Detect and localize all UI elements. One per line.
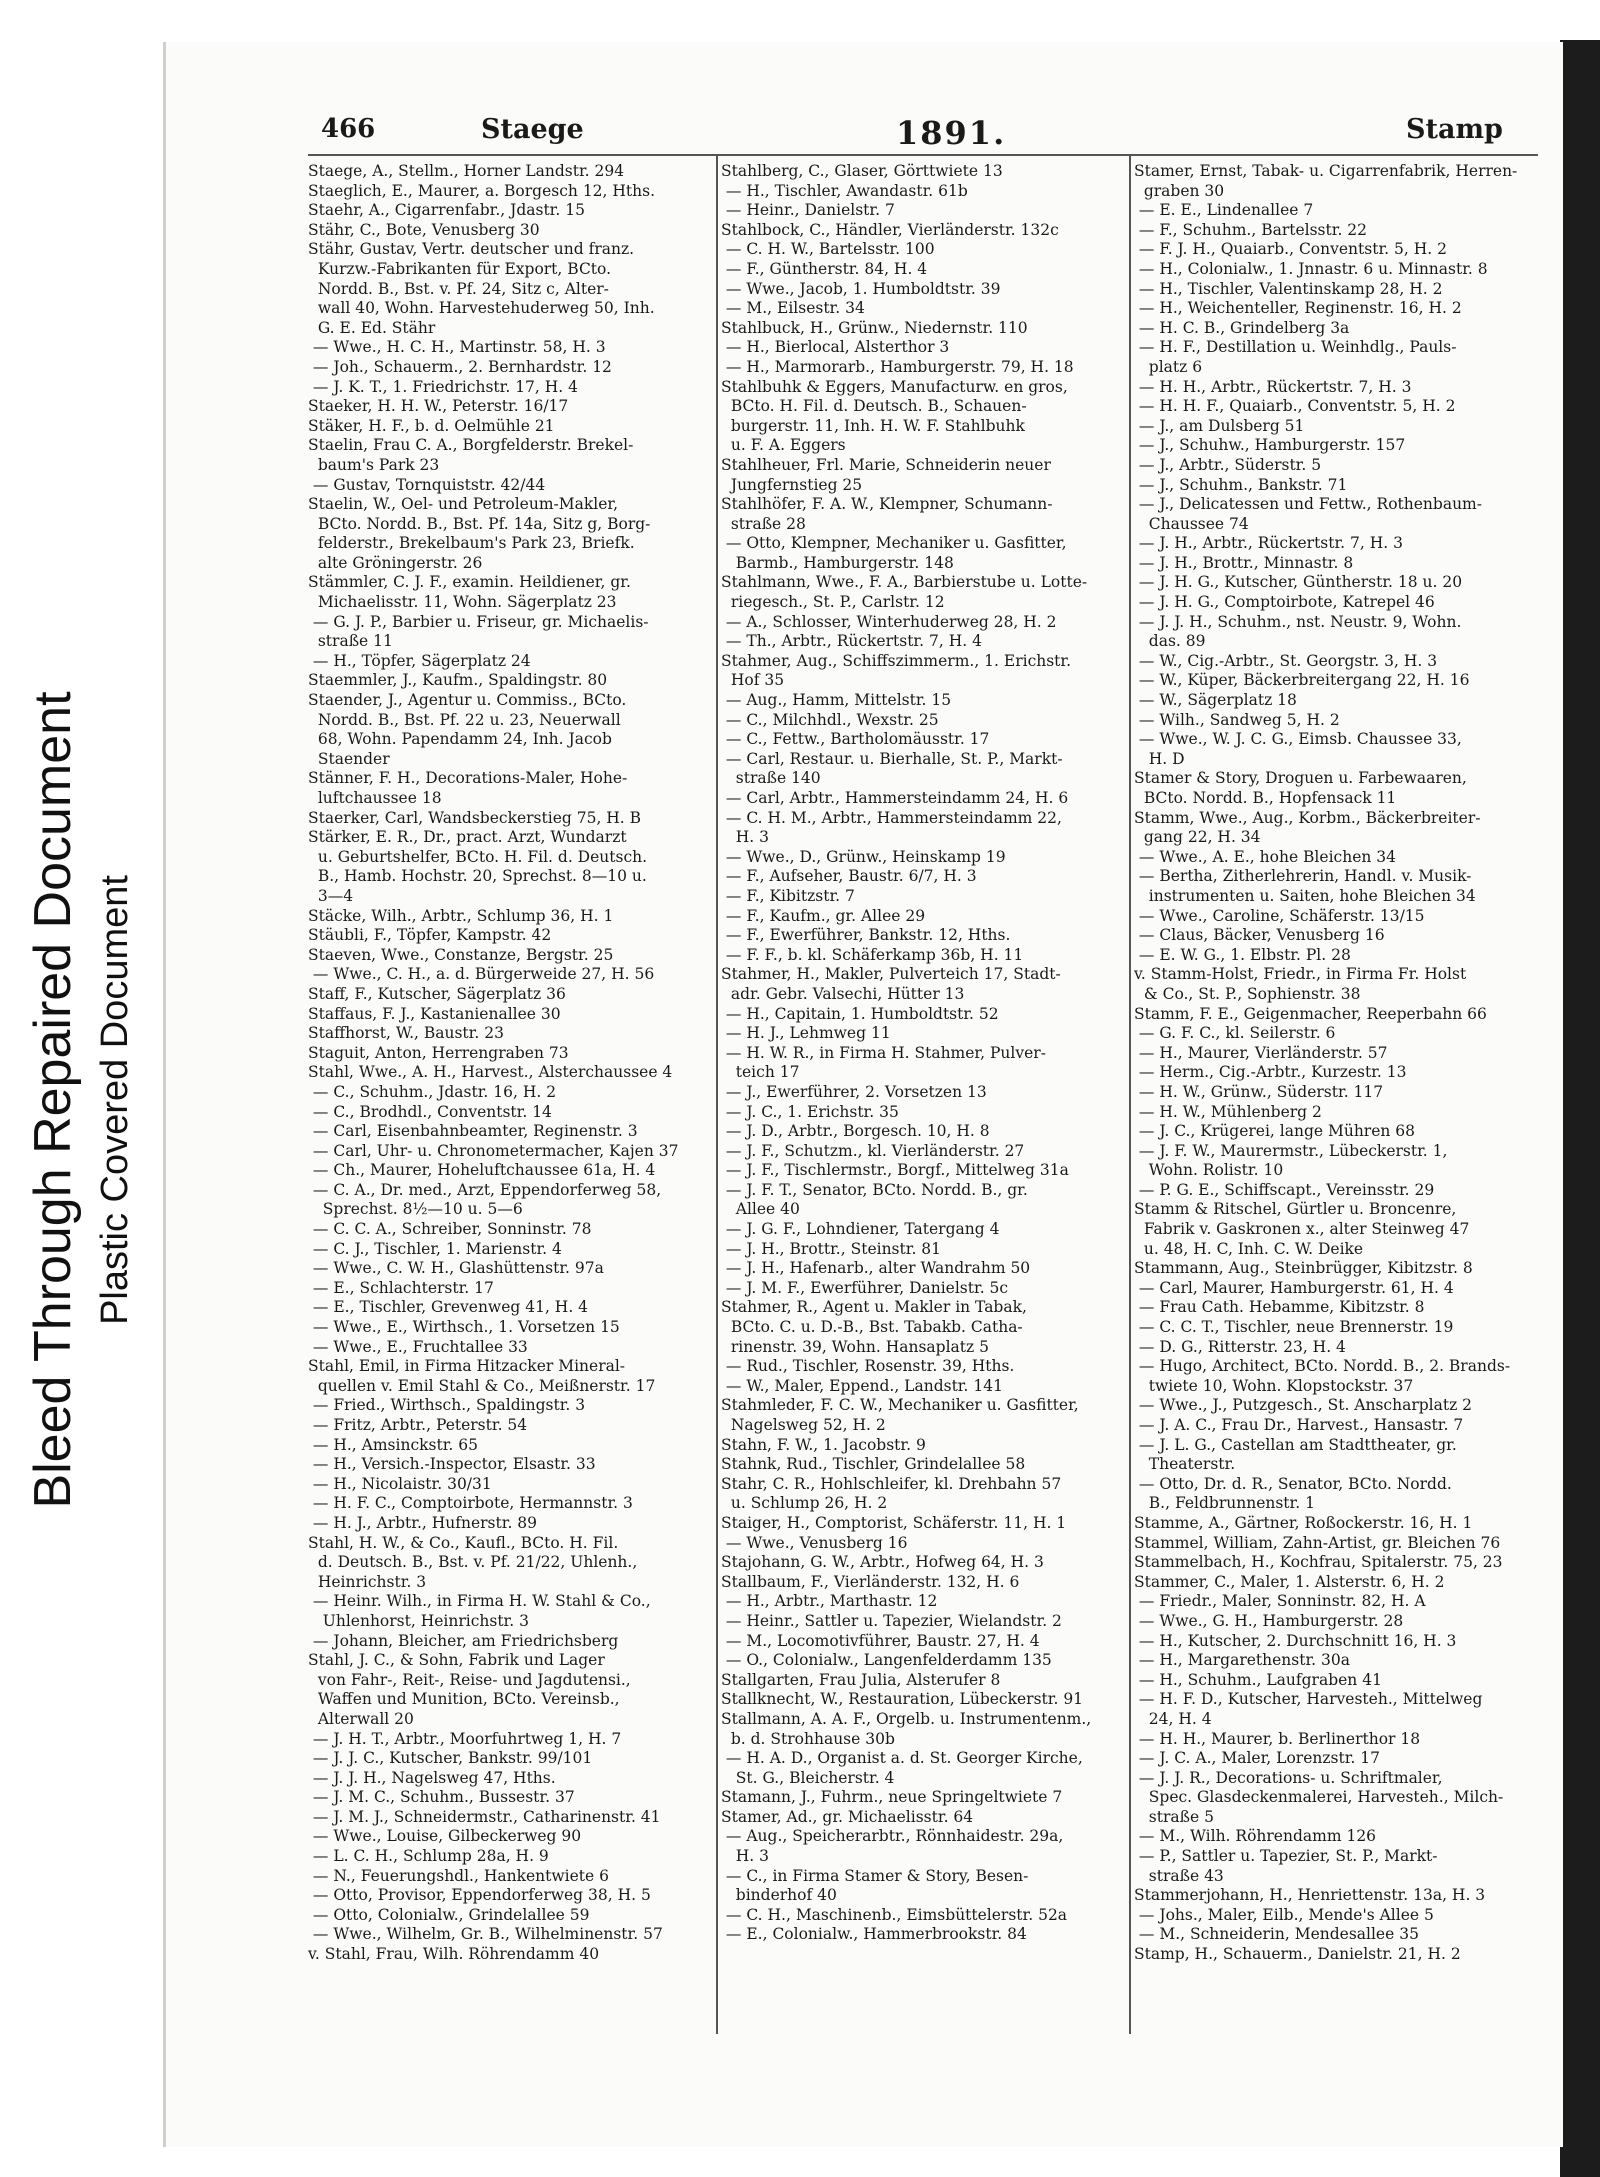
directory-entry: — E. E., Lindenallee 7 bbox=[1134, 201, 1314, 220]
directory-entry: Staemmler, J., Kaufm., Spaldingstr. 80 bbox=[308, 671, 608, 690]
directory-entry: riegesch., St. P., Carlstr. 12 bbox=[721, 593, 945, 612]
directory-entry: — J. H. G., Kutscher, Güntherstr. 18 u. 20 bbox=[1134, 573, 1463, 592]
directory-entry: — Friedr., Maler, Sonninstr. 82, H. A bbox=[1134, 1592, 1426, 1611]
directory-entry: Stamm, Wwe., Aug., Korbm., Bäckerbreiter- bbox=[1134, 808, 1481, 827]
directory-entry: gang 22, H. 34 bbox=[1134, 828, 1261, 847]
directory-entry: Jungfernstieg 25 bbox=[721, 475, 863, 494]
directory-entry: — J. F. W., Maurermstr., Lübeckerstr. 1, bbox=[1134, 1141, 1448, 1160]
directory-entry: — Fried., Wirthsch., Spaldingstr. 3 bbox=[308, 1396, 586, 1415]
directory-entry: — J., Arbtr., Süderstr. 5 bbox=[1134, 455, 1322, 474]
directory-entry: — Hugo, Architect, BCto. Nordd. B., 2. Brands- bbox=[1134, 1357, 1511, 1376]
directory-entry: — H., Versich.-Inspector, Elsastr. 33 bbox=[308, 1455, 596, 1474]
directory-entry: — H., Margarethenstr. 30a bbox=[1134, 1651, 1350, 1670]
directory-entry: — Otto, Colonialw., Grindelallee 59 bbox=[308, 1905, 590, 1924]
directory-entry: Staelin, W., Oel- und Petroleum-Makler, bbox=[308, 495, 619, 514]
directory-entry: — H. H. F., Quaiarb., Conventstr. 5, H. 2 bbox=[1134, 397, 1456, 416]
directory-entry: luftchaussee 18 bbox=[308, 789, 442, 807]
directory-entry: — J. C., Krügerei, lange Mühren 68 bbox=[1134, 1122, 1416, 1141]
directory-entry: — Otto, Klempner, Mechaniker u. Gasfitter, bbox=[721, 534, 1067, 553]
directory-entry: — H., Kutscher, 2. Durchschnitt 16, H. 3 bbox=[1134, 1631, 1457, 1650]
directory-entry: Stamm, F. E., Geigenmacher, Reeperbahn 66 bbox=[1134, 1004, 1487, 1023]
directory-entry: — Wwe., W. J. C. G., Eimsb. Chaussee 33, bbox=[1134, 730, 1462, 749]
directory-entry: — F., Ewerführer, Bankstr. 12, Hths. bbox=[721, 926, 1011, 945]
directory-entry: quellen v. Emil Stahl & Co., Meißnerstr. 17 bbox=[308, 1376, 656, 1395]
directory-entry: — Wwe., E., Fruchtallee 33 bbox=[308, 1337, 528, 1356]
directory-entry: — J. H. G., Comptoirbote, Katrepel 46 bbox=[1134, 593, 1435, 612]
directory-entry: — H., Capitain, 1. Humboldtstr. 52 bbox=[721, 1004, 999, 1023]
directory-entry: — J. H., Brottr., Steinstr. 81 bbox=[721, 1239, 942, 1258]
directory-entry: twiete 10, Wohn. Klopstockstr. 37 bbox=[1134, 1376, 1414, 1395]
directory-entry: — J. H., Hafenarb., alter Wandrahm 50 bbox=[721, 1259, 1031, 1278]
directory-entry: — M., Schneiderin, Mendesallee 35 bbox=[1134, 1925, 1419, 1944]
directory-entry: — Ch., Maurer, Hoheluftchaussee 61a, H. 4 bbox=[308, 1161, 656, 1180]
side-label-panel bbox=[0, 30, 160, 2177]
directory-entry: — F. F., b. kl. Schäferkamp 36b, H. 11 bbox=[721, 945, 1024, 964]
directory-entry: Allee 40 bbox=[721, 1200, 800, 1219]
directory-entry: Stammel, William, Zahn-Artist, gr. Bleichen 76 bbox=[1134, 1533, 1501, 1552]
directory-entry: Staerker, Carl, Wandsbeckerstieg 75, H. B bbox=[308, 808, 642, 827]
directory-entry: — G. J. P., Barbier u. Friseur, gr. Michaelis- bbox=[308, 612, 649, 631]
directory-entry: Staege, A., Stellm., Horner Landstr. 294 bbox=[308, 162, 625, 180]
directory-entry: 24, H. 4 bbox=[1134, 1709, 1212, 1728]
directory-entry: Staffaus, F. J., Kastanienallee 30 bbox=[308, 1004, 561, 1023]
directory-entry: — H., Weichenteller, Reginenstr. 16, H. 2 bbox=[1134, 299, 1462, 318]
directory-entry: — Johs., Maler, Eilb., Mende's Allee 5 bbox=[1134, 1905, 1434, 1924]
directory-entry: Stahl, Wwe., A. H., Harvest., Alsterchaussee 4 bbox=[308, 1063, 673, 1082]
directory-entry: u. Geburtshelfer, BCto. H. Fil. d. Deutsch. bbox=[308, 847, 648, 866]
directory-entry: Stahmer, Aug., Schiffszimmerm., 1. Erichstr. bbox=[721, 651, 1072, 670]
directory-entry: Stammerjohann, H., Henriettenstr. 13a, H. 3 bbox=[1134, 1886, 1486, 1905]
directory-entry: — E., Colonialw., Hammerbrookstr. 84 bbox=[721, 1925, 1027, 1944]
column-2 bbox=[721, 162, 1121, 2042]
directory-entry: — C. H. M., Arbtr., Hammersteindamm 22, bbox=[721, 808, 1062, 827]
directory-entry: — O., Colonialw., Langenfelderdamm 135 bbox=[721, 1651, 1052, 1670]
directory-entry: BCto. C. u. D.-B., Bst. Tabakb. Catha- bbox=[721, 1318, 1023, 1337]
directory-entry: Stahlmann, Wwe., F. A., Barbierstube u. Lotte- bbox=[721, 573, 1088, 592]
directory-entry: — E., Schlachterstr. 17 bbox=[308, 1278, 494, 1297]
directory-entry: — J., Ewerführer, 2. Vorsetzen 13 bbox=[721, 1082, 987, 1101]
directory-entry: alte Gröningerstr. 26 bbox=[308, 553, 483, 572]
directory-entry: — H. J., Lehmweg 11 bbox=[721, 1024, 891, 1043]
side-label-line1: Bleed Through Repaired Document bbox=[24, 691, 82, 1509]
directory-entry: — Carl, Eisenbahnbeamter, Reginenstr. 3 bbox=[308, 1122, 638, 1141]
directory-entry: — Carl, Maurer, Hamburgerstr. 61, H. 4 bbox=[1134, 1278, 1454, 1297]
directory-entry: binderhof 40 bbox=[721, 1886, 837, 1905]
directory-entry: — F., Schuhm., Bartelsstr. 22 bbox=[1134, 220, 1368, 239]
directory-entry: Stamer & Story, Droguen u. Farbewaaren, bbox=[1134, 769, 1467, 788]
directory-entry: BCto. H. Fil. d. Deutsch. B., Schauen- bbox=[721, 397, 1027, 416]
directory-entry: — H., Nicolaistr. 30/31 bbox=[308, 1474, 492, 1493]
directory-entry: — C. A., Dr. med., Arzt, Eppendorferweg 58, bbox=[308, 1180, 662, 1199]
directory-entry: straße 11 bbox=[308, 632, 393, 651]
directory-entry: Staender bbox=[308, 749, 390, 768]
directory-entry: — G. F. C., kl. Seilerstr. 6 bbox=[1134, 1024, 1336, 1043]
directory-entry: — C. C. A., Schreiber, Sonninstr. 78 bbox=[308, 1220, 592, 1239]
directory-entry: — H., Colonialw., 1. Jnnastr. 6 u. Minnastr. 8 bbox=[1134, 259, 1488, 278]
directory-entry: wall 40, Wohn. Harvestehuderweg 50, Inh. bbox=[308, 299, 655, 318]
directory-entry: graben 30 bbox=[1134, 181, 1225, 200]
directory-entry: — Otto, Dr. d. R., Senator, BCto. Nordd. bbox=[1134, 1474, 1452, 1493]
directory-entry: — Carl, Arbtr., Hammersteindamm 24, H. 6 bbox=[721, 789, 1069, 807]
directory-entry: Stammer, C., Maler, 1. Alsterstr. 6, H. 2 bbox=[1134, 1572, 1445, 1591]
directory-entry: das. 89 bbox=[1134, 632, 1206, 651]
directory-entry: Stamer, Ad., gr. Michaelisstr. 64 bbox=[721, 1807, 974, 1826]
directory-entry: — P. G. E., Schiffscapt., Vereinsstr. 29 bbox=[1134, 1180, 1435, 1199]
directory-entry: — C., in Firma Stamer & Story, Besen- bbox=[721, 1866, 1029, 1885]
directory-entry: — C. C. T., Tischler, neue Brennerstr. 19 bbox=[1134, 1318, 1454, 1337]
directory-entry: — E., Tischler, Grevenweg 41, H. 4 bbox=[308, 1298, 589, 1317]
directory-entry: BCto. Nordd. B., Hopfensack 11 bbox=[1134, 789, 1397, 807]
directory-entry: — J., am Dulsberg 51 bbox=[1134, 416, 1305, 435]
directory-entry: Staff, F., Kutscher, Sägerplatz 36 bbox=[308, 984, 566, 1003]
directory-entry: Stahl, H. W., & Co., Kaufl., BCto. H. Fil. bbox=[308, 1533, 619, 1552]
directory-entry: — Wwe., E., Wirthsch., 1. Vorsetzen 15 bbox=[308, 1318, 620, 1337]
directory-entry: Stahmer, R., Agent u. Makler in Tabak, bbox=[721, 1298, 1027, 1317]
directory-entry: Staender, J., Agentur u. Commiss., BCto. bbox=[308, 691, 627, 710]
directory-entry: — L. C. H., Schlump 28a, H. 9 bbox=[308, 1847, 549, 1866]
directory-entry: — H., Maurer, Vierländerstr. 57 bbox=[1134, 1043, 1388, 1062]
directory-entry: H. D bbox=[1134, 749, 1185, 768]
directory-entry: — J. G. F., Lohndiener, Tatergang 4 bbox=[721, 1220, 1000, 1239]
directory-entry: — H., Marmorarb., Hamburgerstr. 79, H. 18 bbox=[721, 357, 1074, 376]
column-3 bbox=[1134, 162, 1534, 2042]
directory-entry: — H., Töpfer, Sägerplatz 24 bbox=[308, 651, 531, 670]
directory-entry: felderstr., Brekelbaum's Park 23, Briefk. bbox=[308, 534, 635, 553]
directory-entry: — Wwe., C. H., a. d. Bürgerweide 27, H. 56 bbox=[308, 965, 655, 984]
directory-entry: — C. H. W., Bartelsstr. 100 bbox=[721, 240, 935, 259]
directory-entry: — Th., Arbtr., Rückertstr. 7, H. 4 bbox=[721, 632, 982, 651]
directory-entry: Stallgarten, Frau Julia, Alsterufer 8 bbox=[721, 1670, 1001, 1689]
directory-entry: — Herm., Cig.-Arbtr., Kurzestr. 13 bbox=[1134, 1063, 1407, 1082]
directory-entry: straße 43 bbox=[1134, 1866, 1224, 1885]
directory-entry: — Johann, Bleicher, am Friedrichsberg bbox=[308, 1631, 619, 1650]
directory-entry: — Wwe., A. E., hohe Bleichen 34 bbox=[1134, 847, 1396, 866]
directory-entry: H. 3 bbox=[721, 828, 770, 847]
directory-entry: — H. F., Destillation u. Weinhdlg., Pauls- bbox=[1134, 338, 1457, 357]
directory-entry: — J. K. T., 1. Friedrichstr. 17, H. 4 bbox=[308, 377, 579, 396]
directory-entry: Staiger, H., Comptorist, Schäferstr. 11, H. 1 bbox=[721, 1513, 1067, 1532]
directory-entry: 68, Wohn. Papendamm 24, Inh. Jacob bbox=[308, 730, 612, 749]
directory-entry: Stamer, Ernst, Tabak- u. Cigarrenfabrik, Herren- bbox=[1134, 162, 1518, 180]
directory-entry: Michaelisstr. 11, Wohn. Sägerplatz 23 bbox=[308, 593, 617, 612]
directory-entry: G. E. Ed. Stähr bbox=[308, 318, 436, 337]
directory-entry: — W., Cig.-Arbtr., St. Georgstr. 3, H. 3 bbox=[1134, 651, 1438, 670]
directory-entry: u. 48, H. C, Inh. C. W. Deike bbox=[1134, 1239, 1364, 1258]
directory-entry: Stäker, H. F., b. d. Oelmühle 21 bbox=[308, 416, 555, 435]
directory-entry: Stamp, H., Schauerm., Danielstr. 21, H. 2 bbox=[1134, 1945, 1461, 1964]
directory-entry: — Wwe., Wilhelm, Gr. B., Wilhelminenstr. 57 bbox=[308, 1925, 663, 1944]
directory-entry: Stahnk, Rud., Tischler, Grindelallee 58 bbox=[721, 1455, 1026, 1474]
directory-entry: — W., Sägerplatz 18 bbox=[1134, 691, 1297, 710]
directory-entry: — H. F. D., Kutscher, Harvesteh., Mittelweg bbox=[1134, 1690, 1483, 1709]
directory-entry: — C., Milchhdl., Wexstr. 25 bbox=[721, 710, 939, 729]
directory-entry: — F., Güntherstr. 84, H. 4 bbox=[721, 259, 928, 278]
directory-entry: Theaterstr. bbox=[1134, 1455, 1236, 1474]
directory-entry: — Frau Cath. Hebamme, Kibitzstr. 8 bbox=[1134, 1298, 1425, 1317]
directory-entry: Stammelbach, H., Kochfrau, Spitalerstr. 75, 23 bbox=[1134, 1553, 1503, 1572]
directory-entry: — C., Schuhm., Jdastr. 16, H. 2 bbox=[308, 1082, 557, 1101]
directory-entry: — J. J. C., Kutscher, Bankstr. 99/101 bbox=[308, 1749, 593, 1768]
directory-entry: Stahr, C. R., Hohlschleifer, kl. Drehbahn 57 bbox=[721, 1474, 1062, 1493]
directory-entry: — Heinr., Danielstr. 7 bbox=[721, 201, 895, 220]
directory-entry: — H., Arbtr., Marthastr. 12 bbox=[721, 1592, 938, 1611]
directory-entry: H. 3 bbox=[721, 1847, 770, 1866]
directory-entry: von Fahr-, Reit-, Reise- und Jagdutensi., bbox=[308, 1670, 631, 1689]
directory-entry: — H. J., Arbtr., Hufnerstr. 89 bbox=[308, 1513, 538, 1532]
directory-entry: — J. D., Arbtr., Borgesch. 10, H. 8 bbox=[721, 1122, 990, 1141]
directory-entry: — H. H., Maurer, b. Berlinerthor 18 bbox=[1134, 1729, 1421, 1748]
directory-entry: Barmb., Hamburgerstr. 148 bbox=[721, 553, 954, 572]
directory-entry: Stämmler, C. J. F., examin. Heildiener, gr. bbox=[308, 573, 631, 592]
directory-entry: — Wwe., H. C. H., Martinstr. 58, H. 3 bbox=[308, 338, 606, 357]
directory-entry: Chaussee 74 bbox=[1134, 514, 1249, 533]
directory-entry: Stäcke, Wilh., Arbtr., Schlump 36, H. 1 bbox=[308, 906, 614, 925]
column-divider bbox=[716, 154, 718, 2034]
directory-entry: Heinrichstr. 3 bbox=[308, 1572, 427, 1591]
directory-entry: — J. J. R., Decorations- u. Schriftmaler, bbox=[1134, 1768, 1443, 1787]
directory-entry: burgerstr. 11, Inh. H. W. F. Stahlbuhk bbox=[721, 416, 1025, 435]
directory-entry: v. Stahl, Frau, Wilh. Röhrendamm 40 bbox=[308, 1945, 600, 1964]
directory-entry: — Joh., Schauerm., 2. Bernhardstr. 12 bbox=[308, 357, 612, 376]
directory-entry: Stahlbuhk & Eggers, Manufacturw. en gros, bbox=[721, 377, 1068, 396]
directory-entry: — H., Tischler, Awandastr. 61b bbox=[721, 181, 968, 200]
directory-entry: — Wwe., Caroline, Schäferstr. 13/15 bbox=[1134, 906, 1425, 925]
directory-entry: Stäubli, F., Töpfer, Kampstr. 42 bbox=[308, 926, 552, 945]
directory-entry: rinenstr. 39, Wohn. Hansaplatz 5 bbox=[721, 1337, 989, 1356]
directory-entry: Uhlenhorst, Heinrichstr. 3 bbox=[308, 1611, 529, 1630]
directory-entry: — J. A. C., Frau Dr., Harvest., Hansastr. 7 bbox=[1134, 1416, 1464, 1434]
directory-entry: Stahl, Emil, in Firma Hitzacker Mineral- bbox=[308, 1357, 626, 1376]
directory-entry: Hof 35 bbox=[721, 671, 785, 690]
directory-entry: Stahlbuck, H., Grünw., Niedernstr. 110 bbox=[721, 318, 1028, 337]
directory-entry: — Rud., Tischler, Rosenstr. 39, Hths. bbox=[721, 1357, 1015, 1376]
directory-entry: — Wilh., Sandweg 5, H. 2 bbox=[1134, 710, 1340, 729]
directory-entry: — Gustav, Tornquiststr. 42/44 bbox=[308, 475, 546, 494]
directory-entry: Stamme, A., Gärtner, Roßockerstr. 16, H. 1 bbox=[1134, 1513, 1473, 1532]
directory-entry: Staeven, Wwe., Constanze, Bergstr. 25 bbox=[308, 945, 614, 964]
directory-entry: — H. W. R., in Firma H. Stahmer, Pulver- bbox=[721, 1043, 1046, 1062]
directory-entry: — Heinr., Sattler u. Tapezier, Wielandstr. 2 bbox=[721, 1611, 1062, 1630]
directory-entry: Staguit, Anton, Herrengraben 73 bbox=[308, 1043, 569, 1062]
directory-entry: — H., Schuhm., Laufgraben 41 bbox=[1134, 1670, 1382, 1689]
header-right-word: Stamp bbox=[1406, 114, 1503, 145]
directory-entry: — J., Schuhw., Hamburgerstr. 157 bbox=[1134, 436, 1406, 455]
directory-entry: Fabrik v. Gaskronen x., alter Steinweg 47 bbox=[1134, 1220, 1470, 1239]
header-year: 1891. bbox=[896, 114, 1007, 152]
directory-entry: straße 140 bbox=[721, 769, 821, 788]
directory-entry: — Wwe., G. H., Hamburgerstr. 28 bbox=[1134, 1611, 1404, 1630]
directory-entry: — C. J., Tischler, 1. Marienstr. 4 bbox=[308, 1239, 562, 1258]
directory-entry: — M., Wilh. Röhrendamm 126 bbox=[1134, 1827, 1377, 1846]
directory-entry: Stärker, E. R., Dr., pract. Arzt, Wundarzt bbox=[308, 828, 627, 847]
directory-entry: Stänner, F. H., Decorations-Maler, Hohe- bbox=[308, 769, 628, 788]
directory-entry: — Aug., Speicherarbtr., Rönnhaidestr. 29a, bbox=[721, 1827, 1064, 1846]
directory-entry: instrumenten u. Saiten, hohe Bleichen 34 bbox=[1134, 886, 1476, 905]
directory-entry: — Bertha, Zitherlehrerin, Handl. v. Musik- bbox=[1134, 867, 1472, 886]
directory-entry: — F., Kaufm., gr. Allee 29 bbox=[721, 906, 926, 925]
directory-entry: d. Deutsch. B., Bst. v. Pf. 21/22, Uhlenh., bbox=[308, 1553, 638, 1572]
directory-entry: — Wwe., Jacob, 1. Humboldtstr. 39 bbox=[721, 279, 1001, 298]
directory-entry: — M., Locomotivführer, Baustr. 27, H. 4 bbox=[721, 1631, 1040, 1650]
directory-entry: — H. C. B., Grindelberg 3a bbox=[1134, 318, 1350, 337]
page-number: 466 bbox=[321, 114, 376, 144]
directory-entry: B., Hamb. Hochstr. 20, Sprechst. 8—10 u. bbox=[308, 867, 647, 886]
directory-entry: u. F. A. Eggers bbox=[721, 436, 846, 455]
directory-entry: Wohn. Rolistr. 10 bbox=[1134, 1161, 1284, 1180]
directory-entry: straße 28 bbox=[721, 514, 806, 533]
directory-entry: straße 5 bbox=[1134, 1807, 1214, 1826]
directory-entry: adr. Gebr. Valsechi, Hütter 13 bbox=[721, 984, 965, 1003]
directory-entry: Stahlhöfer, F. A. W., Klempner, Schumann- bbox=[721, 495, 1053, 514]
directory-entry: — W., Küper, Bäckerbreitergang 22, H. 16 bbox=[1134, 671, 1470, 690]
directory-entry: Stahlheuer, Frl. Marie, Schneiderin neuer bbox=[721, 455, 1051, 474]
directory-entry: — F. J. H., Quaiarb., Conventstr. 5, H. 2 bbox=[1134, 240, 1447, 259]
directory-entry: — Aug., Hamm, Mittelstr. 15 bbox=[721, 691, 952, 710]
directory-entry: — H. W., Grünw., Süderstr. 117 bbox=[1134, 1082, 1384, 1101]
directory-entry: u. Schlump 26, H. 2 bbox=[721, 1494, 888, 1513]
directory-entry: — J. M. F., Ewerführer, Danielstr. 5c bbox=[721, 1278, 1009, 1297]
page-header bbox=[166, 114, 1563, 164]
directory-entry: B., Feldbrunnenstr. 1 bbox=[1134, 1494, 1315, 1513]
directory-entry: — H. F. C., Comptoirbote, Hermannstr. 3 bbox=[308, 1494, 633, 1513]
directory-entry: Staffhorst, W., Baustr. 23 bbox=[308, 1024, 504, 1043]
directory-entry: — J. C. A., Maler, Lorenzstr. 17 bbox=[1134, 1749, 1380, 1768]
directory-entry: Staelin, Frau C. A., Borgfelderstr. Brekel- bbox=[308, 436, 634, 455]
directory-entry: Nagelsweg 52, H. 2 bbox=[721, 1416, 886, 1434]
directory-entry: Stallmann, A. A. F., Orgelb. u. Instrumentenm., bbox=[721, 1709, 1092, 1728]
directory-entry: — Claus, Bäcker, Venusberg 16 bbox=[1134, 926, 1385, 945]
directory-entry: Stahmleder, F. C. W., Mechaniker u. Gasfitter, bbox=[721, 1396, 1079, 1415]
directory-entry: — J., Schuhm., Bankstr. 71 bbox=[1134, 475, 1348, 494]
directory-entry: — J. F., Schutzm., kl. Vierländerstr. 27 bbox=[721, 1141, 1025, 1160]
directory-entry: — J. M. J., Schneidermstr., Catharinenstr. 41 bbox=[308, 1807, 661, 1826]
directory-entry: Waffen und Munition, BCto. Vereinsb., bbox=[308, 1690, 620, 1709]
directory-entry: Stahn, F. W., 1. Jacobstr. 9 bbox=[721, 1435, 926, 1454]
directory-entry: Staeker, H. H. W., Peterstr. 16/17 bbox=[308, 397, 569, 416]
directory-entry: teich 17 bbox=[721, 1063, 800, 1082]
directory-entry: St. G., Bleicherstr. 4 bbox=[721, 1768, 895, 1787]
directory-entry: Stamm & Ritschel, Gürtler u. Broncenre, bbox=[1134, 1200, 1457, 1219]
directory-entry: — J. J. H., Schuhm., nst. Neustr. 9, Wohn. bbox=[1134, 612, 1462, 631]
directory-entry: Stahmer, H., Makler, Pulverteich 17, Stadt- bbox=[721, 965, 1061, 984]
directory-entry: — J., Delicatessen und Fettw., Rothenbaum- bbox=[1134, 495, 1482, 514]
directory-entry: — W., Maler, Eppend., Landstr. 141 bbox=[721, 1376, 1003, 1395]
directory-entry: Stahlbock, C., Händler, Vierländerstr. 132c bbox=[721, 220, 1059, 239]
directory-entry: — H. A. D., Organist a. d. St. Georger Kirche, bbox=[721, 1749, 1083, 1768]
directory-entry: platz 6 bbox=[1134, 357, 1203, 376]
directory-entry: Nordd. B., Bst. Pf. 22 u. 23, Neuerwall bbox=[308, 710, 621, 729]
directory-entry: b. d. Strohhause 30b bbox=[721, 1729, 895, 1748]
directory-entry: — E. W. G., 1. Elbstr. Pl. 28 bbox=[1134, 945, 1351, 964]
directory-entry: & Co., St. P., Sophienstr. 38 bbox=[1134, 984, 1361, 1003]
directory-entry: Stamann, J., Fuhrm., neue Springeltwiete 7 bbox=[721, 1788, 1063, 1807]
directory-entry: — H. W., Mühlenberg 2 bbox=[1134, 1102, 1322, 1121]
directory-entry: — J. H., Arbtr., Rückertstr. 7, H. 3 bbox=[1134, 534, 1403, 553]
directory-entry: — Heinr. Wilh., in Firma H. W. Stahl & Co., bbox=[308, 1592, 651, 1611]
directory-entry: v. Stamm-Holst, Friedr., in Firma Fr. Holst bbox=[1134, 965, 1467, 984]
directory-entry: Staeglich, E., Maurer, a. Borgesch 12, Hths. bbox=[308, 181, 656, 200]
directory-entry: Kurzw.-Fabrikanten für Export, BCto. bbox=[308, 259, 612, 278]
directory-entry: — Wwe., Louise, Gilbeckerweg 90 bbox=[308, 1827, 582, 1846]
directory-entry: Spec. Glasdeckenmalerei, Harvesteh., Milch- bbox=[1134, 1788, 1504, 1807]
directory-entry: — J. H., Brottr., Minnastr. 8 bbox=[1134, 553, 1354, 572]
directory-entry: Stahl, J. C., & Sohn, Fabrik und Lager bbox=[308, 1651, 605, 1670]
directory-entry: — C., Fettw., Bartholomäusstr. 17 bbox=[721, 730, 990, 749]
directory-entry: — C. H., Maschinenb., Eimsbüttelerstr. 52a bbox=[721, 1905, 1068, 1924]
header-left-word: Staege bbox=[481, 114, 584, 145]
directory-entry: — H., Tischler, Valentinskamp 28, H. 2 bbox=[1134, 279, 1443, 298]
directory-entry: — Fritz, Arbtr., Peterstr. 54 bbox=[308, 1416, 528, 1434]
directory-entry: Sprechst. 8½—10 u. 5—6 bbox=[308, 1200, 523, 1219]
directory-entry: Stähr, Gustav, Vertr. deutscher und franz. bbox=[308, 240, 635, 259]
directory-entry: — P., Sattler u. Tapezier, St. P., Markt- bbox=[1134, 1847, 1438, 1866]
directory-entry: — Wwe., D., Grünw., Heinskamp 19 bbox=[721, 847, 1006, 866]
directory-entry: Stahlberg, C., Glaser, Görttwiete 13 bbox=[721, 162, 1003, 180]
column-divider bbox=[1129, 154, 1131, 2034]
directory-entry: — J. F. T., Senator, BCto. Nordd. B., gr. bbox=[721, 1180, 1028, 1199]
directory-entry: — D. G., Ritterstr. 23, H. 4 bbox=[1134, 1337, 1346, 1356]
directory-entry: 3—4 bbox=[308, 886, 354, 905]
directory-entry: Staehr, A., Cigarrenfabr., Jdastr. 15 bbox=[308, 201, 585, 220]
directory-entry: — Wwe., C. W. H., Glashüttenstr. 97a bbox=[308, 1259, 604, 1278]
directory-entry: — M., Eilsestr. 34 bbox=[721, 299, 865, 318]
directory-entry: Stajohann, G. W., Arbtr., Hofweg 64, H. 3 bbox=[721, 1553, 1044, 1572]
column-1 bbox=[308, 162, 708, 2042]
directory-entry: BCto. Nordd. B., Bst. Pf. 14a, Sitz g, Borg- bbox=[308, 514, 651, 533]
scanner-edge-shadow bbox=[1560, 40, 1600, 2177]
directory-entry: — H., Amsinckstr. 65 bbox=[308, 1435, 478, 1454]
directory-entry: — J. F., Tischlermstr., Borgf., Mittelweg 31a bbox=[721, 1161, 1069, 1180]
directory-entry: — H. H., Arbtr., Rückertstr. 7, H. 3 bbox=[1134, 377, 1412, 396]
directory-entry: — C., Brodhdl., Conventstr. 14 bbox=[308, 1102, 552, 1121]
directory-entry: — J. C., 1. Erichstr. 35 bbox=[721, 1102, 899, 1121]
directory-entry: — F., Aufseher, Baustr. 6/7, H. 3 bbox=[721, 867, 977, 886]
directory-entry: — Otto, Provisor, Eppendorferweg 38, H. 5 bbox=[308, 1886, 651, 1905]
header-rule bbox=[308, 154, 1538, 156]
directory-entry: Nordd. B., Bst. v. Pf. 24, Sitz c, Alter- bbox=[308, 279, 609, 298]
directory-entry: Alterwall 20 bbox=[308, 1709, 414, 1728]
directory-entry: — Carl, Restaur. u. Bierhalle, St. P., Markt- bbox=[721, 749, 1063, 768]
directory-entry: Stähr, C., Bote, Venusberg 30 bbox=[308, 220, 540, 239]
directory-entry: — Wwe., J., Putzgesch., St. Anscharplatz 2 bbox=[1134, 1396, 1473, 1415]
directory-entry: Stammann, Aug., Steinbrügger, Kibitzstr. 8 bbox=[1134, 1259, 1473, 1278]
directory-entry: — Carl, Uhr- u. Chronometermacher, Kajen 37 bbox=[308, 1141, 679, 1160]
directory-entry: — J. L. G., Castellan am Stadttheater, gr. bbox=[1134, 1435, 1457, 1454]
directory-entry: — Wwe., Venusberg 16 bbox=[721, 1533, 908, 1552]
directory-entry: — F., Kibitzstr. 7 bbox=[721, 886, 855, 905]
directory-page bbox=[163, 42, 1563, 2147]
directory-entry: — A., Schlosser, Winterhuderweg 28, H. 2 bbox=[721, 612, 1057, 631]
directory-entry: — J. J. H., Nagelsweg 47, Hths. bbox=[308, 1768, 556, 1787]
directory-entry: — H., Bierlocal, Alsterthor 3 bbox=[721, 338, 950, 357]
side-label bbox=[18, 691, 142, 1508]
directory-entry: — N., Feuerungshdl., Hankentwiete 6 bbox=[308, 1866, 609, 1885]
directory-entry: — J. H. T., Arbtr., Moorfuhrtweg 1, H. 7 bbox=[308, 1729, 622, 1748]
directory-entry: — J. M. C., Schuhm., Bussestr. 37 bbox=[308, 1788, 575, 1807]
directory-entry: baum's Park 23 bbox=[308, 455, 440, 474]
directory-entry: Stallbaum, F., Vierländerstr. 132, H. 6 bbox=[721, 1572, 1020, 1591]
side-label-line2: Plastic Covered Document bbox=[94, 875, 136, 1325]
directory-entry: Stallknecht, W., Restauration, Lübeckerstr. 91 bbox=[721, 1690, 1084, 1709]
